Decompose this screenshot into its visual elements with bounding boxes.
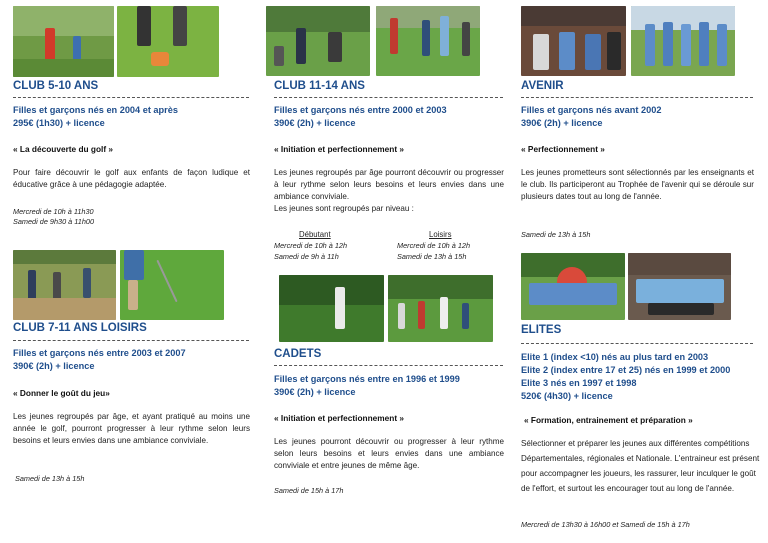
divider bbox=[521, 343, 753, 344]
schedule: Samedi de 9h à 11h bbox=[274, 252, 339, 261]
photo-kids-group-field bbox=[376, 6, 480, 76]
section-description: Les jeunes prometteurs sont sélectionnés par les enseignants et le club. Ils participeront au Trophée de l'avenir qui se déroule sur plusieurs dates tout au long de l'année. bbox=[521, 168, 754, 201]
section-title: CLUB 5-10 ANS bbox=[13, 80, 99, 92]
schedule: Mercredi de 10h à 12h bbox=[397, 241, 471, 250]
photo-elites-team-banner bbox=[521, 253, 625, 320]
section-title: ELITES bbox=[521, 324, 562, 336]
schedule: Mercredi de 10h à 11h30 bbox=[13, 207, 94, 216]
section-title: CLUB 7-11 ANS LOISIRS bbox=[13, 322, 147, 334]
section-subtitle: « La découverte du golf » bbox=[13, 144, 114, 154]
section-title: AVENIR bbox=[521, 80, 564, 92]
price: 390€ (2h) + licence bbox=[521, 118, 603, 128]
section-description: Les jeunes regroupés par âge pourront découvrir ou progresser à leur rythme selon leurs besoins et leurs envies dans une ambiance conviviale. bbox=[274, 168, 504, 201]
photo-cadets-group bbox=[388, 275, 493, 342]
price: 520€ (4h30) + licence bbox=[521, 391, 613, 401]
photo-golf-swing bbox=[120, 250, 224, 320]
elite-1-line: Elite 1 (index <10) nés au plus tard en 2003 bbox=[521, 352, 709, 362]
elite-2-line: Elite 2 (index entre 17 et 25) nés en 1999 et 2000 bbox=[521, 365, 731, 375]
level-title-debutant: Débutant bbox=[299, 230, 331, 239]
section-title: CADETS bbox=[274, 348, 322, 360]
photo-kids-with-bags bbox=[266, 6, 370, 76]
schedule: Samedi de 9h30 à 11h00 bbox=[13, 217, 95, 226]
schedule: Mercredi de 13h30 à 16h00 et Samedi de 15h à 17h bbox=[521, 520, 690, 529]
divider bbox=[274, 97, 503, 98]
divider bbox=[13, 97, 249, 98]
divider bbox=[521, 97, 753, 98]
photo-kids-driving-range bbox=[13, 250, 116, 320]
schedule: Mercredi de 10h à 12h bbox=[274, 241, 348, 250]
price: 390€ (2h) + licence bbox=[13, 361, 95, 371]
photo-golf-shoes-ball bbox=[117, 6, 219, 77]
birth-years: Filles et garçons nés en 2004 et après bbox=[13, 105, 178, 115]
schedule: Samedi de 15h à 17h bbox=[274, 486, 344, 495]
section-subtitle: « Initiation et perfectionnement » bbox=[274, 413, 405, 423]
schedule: Samedi de 13h à 15h bbox=[397, 252, 467, 261]
price: 295€ (1h30) + licence bbox=[13, 118, 105, 128]
section-description: Les jeunes pourront découvrir ou progresser à leur rythme selon leurs besoins et leurs envies dans une ambiance conviviale et entre jeunes de même âge. bbox=[274, 437, 504, 470]
divider bbox=[13, 340, 249, 341]
photo-kids-putting bbox=[13, 6, 114, 77]
section-subtitle: « Perfectionnement » bbox=[521, 144, 605, 154]
birth-years: Filles et garçons nés entre 2000 et 2003 bbox=[274, 105, 447, 115]
schedule: Samedi de 13h à 15h bbox=[15, 474, 85, 483]
section-title: CLUB 11-14 ANS bbox=[274, 80, 365, 92]
section-subtitle: « Initiation et perfectionnement » bbox=[274, 144, 405, 154]
photo-elites-team-indoor bbox=[628, 253, 731, 320]
section-description: Sélectionner et préparer les jeunes aux différentes compétitions Départementales, régionales et Nationale. L'entraineur est présent pour accompagner les joueurs, les rassurer, leur inculquer le goût de l'effort, et surtout les encourager tout au long de l'année. bbox=[521, 439, 760, 493]
price: 390€ (2h) + licence bbox=[274, 118, 356, 128]
schedule: Samedi de 13h à 15h bbox=[521, 230, 591, 239]
section-description-levels: Les jeunes sont regroupés par niveau : bbox=[274, 204, 414, 213]
level-title-loisirs: Loisirs bbox=[429, 230, 452, 239]
section-description: Les jeunes regroupés par âge, et ayant pratiqué au moins une année le golf, pourront progresser à leur rythme selon leurs besoins et leurs envies dans une ambiance conviviale. bbox=[13, 412, 250, 445]
photo-cadet-swing bbox=[279, 275, 384, 342]
birth-years: Filles et garçons nés entre 2003 et 2007 bbox=[13, 348, 186, 358]
birth-years: Filles et garçons nés avant 2002 bbox=[521, 105, 662, 115]
elite-3-line: Elite 3 nés en 1997 et 1998 bbox=[521, 378, 637, 388]
price: 390€ (2h) + licence bbox=[274, 387, 356, 397]
divider bbox=[274, 365, 503, 366]
photo-avenir-team-outdoor bbox=[631, 6, 735, 76]
section-subtitle: « Donner le goût du jeu» bbox=[13, 388, 110, 398]
birth-years: Filles et garçons nés entre en 1996 et 1999 bbox=[274, 374, 460, 384]
photo-avenir-team-indoor bbox=[521, 6, 626, 76]
section-description: Pour faire découvrir le golf aux enfants de façon ludique et éducative grâce à une pédagogie adaptée. bbox=[13, 168, 250, 189]
section-subtitle: « Formation, entrainement et préparation » bbox=[524, 415, 693, 425]
